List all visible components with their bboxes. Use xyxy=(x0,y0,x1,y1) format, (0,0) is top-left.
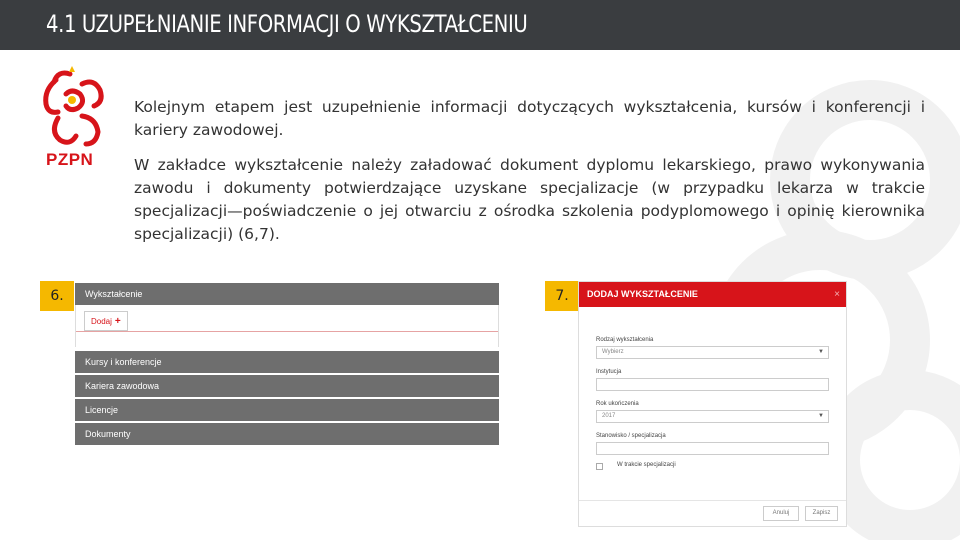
education-type-label: Rodzaj wykształcenia xyxy=(596,337,654,343)
modal-title: DODAJ WYKSZTAŁCENIE xyxy=(587,289,698,299)
section-education[interactable]: Wykształcenie xyxy=(75,283,499,305)
in-specialization-checkbox[interactable] xyxy=(596,463,603,470)
education-type-value: Wybierz xyxy=(602,349,624,355)
add-button-label: Dodaj xyxy=(91,316,112,326)
education-type-select[interactable] xyxy=(596,346,829,359)
pzpn-logo-text: PZPN xyxy=(46,150,94,169)
figure-6-badge: 6. xyxy=(40,281,74,311)
institution-label: Instytucja xyxy=(596,369,622,375)
section-licenses[interactable]: Licencje xyxy=(75,399,499,421)
section-documents[interactable]: Dokumenty xyxy=(75,423,499,445)
in-specialization-label: W trakcie specjalizacji xyxy=(617,462,676,468)
slide-title: 4.1 UZUPEŁNIANIE INFORMACJI O WYKSZTAŁCENIU xyxy=(46,10,528,38)
slide-header xyxy=(0,0,960,50)
graduation-year-value: 2017 xyxy=(602,413,616,419)
modal-header xyxy=(579,282,846,307)
figure-7-badge: 7. xyxy=(545,281,579,311)
specialization-input[interactable] xyxy=(596,442,829,455)
add-education-button[interactable] xyxy=(84,311,128,331)
panel-divider xyxy=(76,331,498,332)
section-courses[interactable]: Kursy i konferencje xyxy=(75,351,499,373)
plus-icon: + xyxy=(114,315,121,327)
section-career[interactable]: Kariera zawodowa xyxy=(75,375,499,397)
save-button[interactable]: Zapisz xyxy=(805,506,838,521)
close-icon[interactable]: × xyxy=(834,289,840,300)
graduation-year-label: Rok ukończenia xyxy=(596,401,639,407)
education-panel xyxy=(75,305,499,347)
intro-paragraph: Kolejnym etapem jest uzupełnienie informacji dotyczących wykształcenia, kursów i konferencji i kariery zawodowej. xyxy=(134,98,925,139)
chevron-down-icon: ▼ xyxy=(818,413,824,419)
institution-input[interactable] xyxy=(596,378,829,391)
graduation-year-select[interactable] xyxy=(596,410,829,423)
specialization-label: Stanowisko / specjalizacja xyxy=(596,433,666,439)
modal-footer-divider xyxy=(579,500,846,501)
add-education-modal-screenshot xyxy=(578,281,847,527)
chevron-down-icon: ▼ xyxy=(818,349,824,355)
instructions-paragraph: W zakładce wykształcenie należy załadować dokument dyplomu lekarskiego, prawo wykonywania zawodu i dokumenty potwierdzające uzyskane specjalizacje (w przypadku lekarza w trakcie specjalizacji—poświadczenie o jej otwarciu z ośrodka szkolenia podyplomowego i opinię kierownika specjalizacji) (6,7). xyxy=(134,156,925,243)
education-accordion-screenshot xyxy=(75,283,499,447)
cancel-button[interactable]: Anuluj xyxy=(763,506,799,521)
